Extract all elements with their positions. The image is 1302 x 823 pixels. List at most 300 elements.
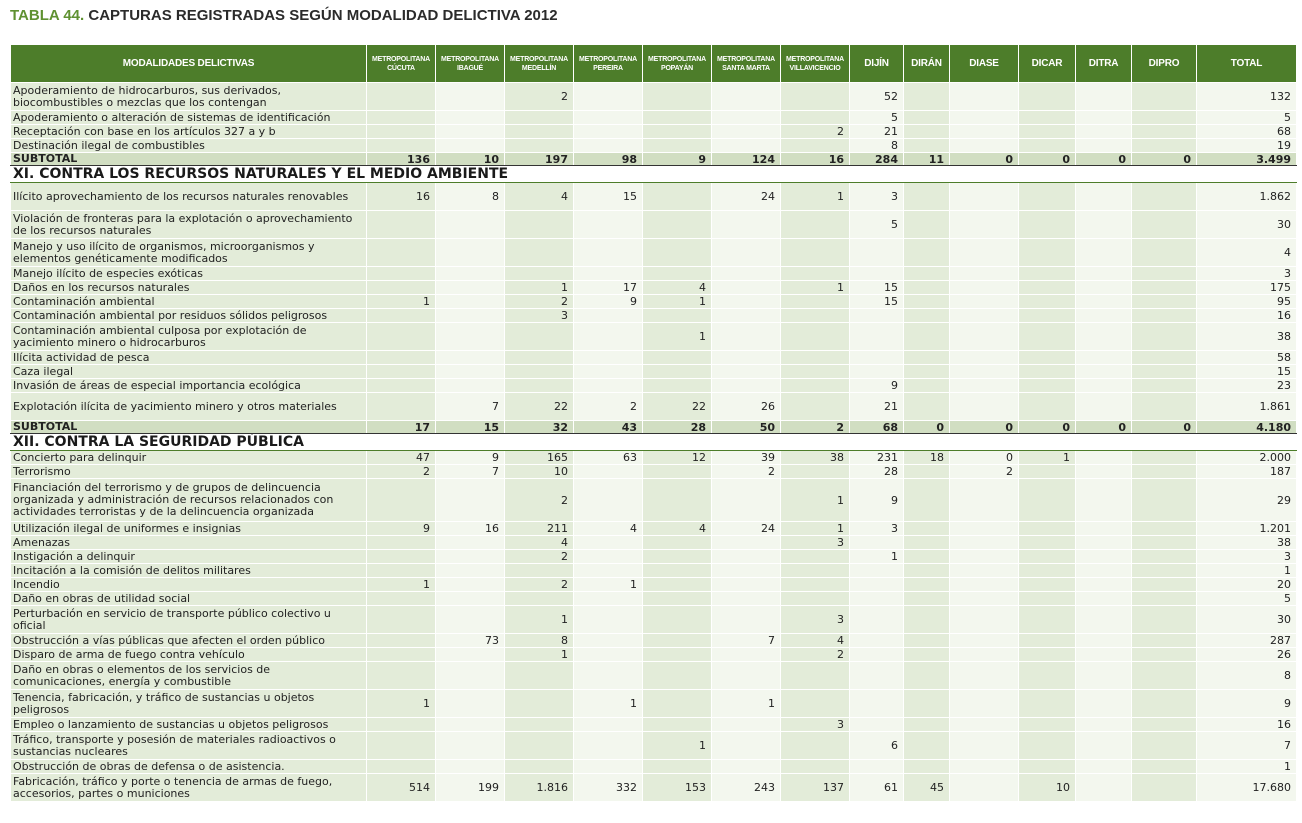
value-cell: [781, 239, 850, 267]
value-cell: [505, 365, 574, 379]
value-cell: [574, 662, 643, 690]
value-cell: [574, 648, 643, 662]
value-cell: [712, 83, 781, 111]
value-cell: [850, 564, 904, 578]
value-cell: [1076, 281, 1132, 295]
value-cell: [436, 295, 505, 309]
value-cell: [950, 83, 1019, 111]
value-cell: [781, 690, 850, 718]
value-cell: 1: [781, 479, 850, 522]
table-row: [11, 564, 1297, 578]
value-cell: [643, 83, 712, 111]
value-cell: [1132, 323, 1197, 351]
value-cell: [574, 111, 643, 125]
value-cell: 22: [643, 393, 712, 421]
table-row: [11, 578, 1297, 592]
value-cell: [367, 267, 436, 281]
value-cell: [574, 760, 643, 774]
value-cell: 1: [505, 606, 574, 634]
value-cell: [643, 760, 712, 774]
value-cell: [1132, 648, 1197, 662]
value-cell: [850, 365, 904, 379]
value-cell: [643, 648, 712, 662]
value-cell: [1132, 393, 1197, 421]
total-cell: 175: [1197, 281, 1297, 295]
value-cell: [1076, 536, 1132, 550]
modalidad-label: Daños en los recursos naturales: [11, 281, 367, 295]
modalidad-label: Invasión de áreas de especial importancia ecológica: [11, 379, 367, 393]
value-cell: [712, 592, 781, 606]
value-cell: [1019, 393, 1076, 421]
value-cell: 98: [574, 153, 643, 166]
value-cell: 12: [643, 451, 712, 465]
value-cell: [505, 592, 574, 606]
modalidad-label: Daño en obras de utilidad social: [11, 592, 367, 606]
value-cell: [367, 239, 436, 267]
value-cell: [904, 379, 950, 393]
value-cell: [712, 295, 781, 309]
value-cell: [643, 592, 712, 606]
total-cell: 187: [1197, 465, 1297, 479]
value-cell: [950, 239, 1019, 267]
value-cell: [712, 323, 781, 351]
value-cell: 6: [850, 732, 904, 760]
value-cell: 1: [574, 578, 643, 592]
value-cell: [904, 648, 950, 662]
value-cell: [367, 125, 436, 139]
value-cell: 9: [643, 153, 712, 166]
modalidad-label: Amenazas: [11, 536, 367, 550]
value-cell: [574, 83, 643, 111]
value-cell: [850, 351, 904, 365]
value-cell: [1076, 606, 1132, 634]
value-cell: [904, 323, 950, 351]
subtotal-row: [11, 421, 1297, 434]
value-cell: [505, 379, 574, 393]
value-cell: [712, 211, 781, 239]
value-cell: 43: [574, 421, 643, 434]
value-cell: [1076, 760, 1132, 774]
table-row: [11, 550, 1297, 564]
value-cell: [574, 564, 643, 578]
value-cell: [505, 564, 574, 578]
value-cell: 16: [781, 153, 850, 166]
value-cell: [1132, 183, 1197, 211]
value-cell: [1076, 309, 1132, 323]
subtotal-label: SUBTOTAL: [11, 421, 367, 434]
value-cell: 199: [436, 774, 505, 802]
value-cell: [1076, 550, 1132, 564]
value-cell: [436, 239, 505, 267]
total-cell: 3.499: [1197, 153, 1297, 166]
modalidad-label: Financiación del terrorismo y de grupos de delincuencia organizada y administración de recursos relacionados con actividades terroristas y de la delincuencia organizada: [11, 479, 367, 522]
value-cell: [643, 351, 712, 365]
value-cell: 1: [1019, 451, 1076, 465]
value-cell: 2: [781, 125, 850, 139]
table-row: [11, 648, 1297, 662]
value-cell: 63: [574, 451, 643, 465]
value-cell: [1076, 239, 1132, 267]
value-cell: 332: [574, 774, 643, 802]
value-cell: [505, 125, 574, 139]
value-cell: 1: [505, 648, 574, 662]
value-cell: 2: [505, 479, 574, 522]
value-cell: [1132, 592, 1197, 606]
value-cell: [505, 139, 574, 153]
value-cell: [1076, 323, 1132, 351]
table-row: [11, 211, 1297, 239]
column-header: METROPOLITANA VILLAVICENCIO: [781, 45, 850, 83]
value-cell: [367, 732, 436, 760]
value-cell: [1076, 365, 1132, 379]
table-row: [11, 393, 1297, 421]
value-cell: [574, 550, 643, 564]
value-cell: [850, 578, 904, 592]
value-cell: [950, 379, 1019, 393]
value-cell: [850, 239, 904, 267]
table-row: [11, 592, 1297, 606]
value-cell: 197: [505, 153, 574, 166]
value-cell: [950, 564, 1019, 578]
value-cell: [904, 211, 950, 239]
value-cell: [643, 139, 712, 153]
value-cell: [574, 465, 643, 479]
total-cell: 9: [1197, 690, 1297, 718]
value-cell: 7: [712, 634, 781, 648]
value-cell: 8: [505, 634, 574, 648]
value-cell: [1076, 564, 1132, 578]
value-cell: [1019, 536, 1076, 550]
section-header-row: [11, 434, 1297, 451]
modalidad-label: Violación de fronteras para la explotación o aprovechamiento de los recursos naturales: [11, 211, 367, 239]
value-cell: 26: [712, 393, 781, 421]
table-row: [11, 479, 1297, 522]
total-cell: 2.000: [1197, 451, 1297, 465]
value-cell: [712, 309, 781, 323]
column-header: METROPOLITANA CÚCUTA: [367, 45, 436, 83]
value-cell: [1076, 379, 1132, 393]
value-cell: [1132, 239, 1197, 267]
value-cell: 15: [574, 183, 643, 211]
value-cell: 4: [643, 522, 712, 536]
value-cell: [643, 578, 712, 592]
total-cell: 17.680: [1197, 774, 1297, 802]
value-cell: [1019, 267, 1076, 281]
value-cell: [1019, 634, 1076, 648]
value-cell: [367, 393, 436, 421]
modalidad-label: Explotación ilícita de yacimiento minero y otros materiales: [11, 393, 367, 421]
value-cell: [904, 309, 950, 323]
value-cell: 1: [643, 295, 712, 309]
column-header: METROPOLITANA MEDELLÍN: [505, 45, 574, 83]
value-cell: [904, 536, 950, 550]
value-cell: 153: [643, 774, 712, 802]
value-cell: [1076, 479, 1132, 522]
value-cell: [1019, 564, 1076, 578]
value-cell: 1: [643, 323, 712, 351]
modalidad-label: Instigación a delinquir: [11, 550, 367, 564]
value-cell: [781, 393, 850, 421]
value-cell: 52: [850, 83, 904, 111]
value-cell: 124: [712, 153, 781, 166]
value-cell: [1132, 295, 1197, 309]
value-cell: [574, 323, 643, 351]
value-cell: 211: [505, 522, 574, 536]
value-cell: [1019, 732, 1076, 760]
value-cell: [643, 690, 712, 718]
value-cell: 15: [850, 281, 904, 295]
value-cell: 15: [436, 421, 505, 434]
total-cell: 16: [1197, 309, 1297, 323]
total-cell: 287: [1197, 634, 1297, 648]
value-cell: [436, 690, 505, 718]
value-cell: [781, 662, 850, 690]
value-cell: 17: [574, 281, 643, 295]
value-cell: 2: [505, 550, 574, 564]
value-cell: [904, 183, 950, 211]
value-cell: [1019, 760, 1076, 774]
value-cell: 2: [367, 465, 436, 479]
value-cell: 61: [850, 774, 904, 802]
value-cell: 9: [850, 479, 904, 522]
total-cell: 26: [1197, 648, 1297, 662]
value-cell: [436, 111, 505, 125]
value-cell: [643, 267, 712, 281]
column-header: DICAR: [1019, 45, 1076, 83]
modalidad-label: Concierto para delinquir: [11, 451, 367, 465]
value-cell: [1019, 295, 1076, 309]
table-number: TABLA 44.: [10, 7, 85, 24]
value-cell: [950, 111, 1019, 125]
value-cell: 32: [505, 421, 574, 434]
value-cell: [850, 634, 904, 648]
modalidad-label: Obstrucción a vías públicas que afecten el orden público: [11, 634, 367, 648]
value-cell: [904, 125, 950, 139]
value-cell: 10: [1019, 774, 1076, 802]
value-cell: [1019, 83, 1076, 111]
value-cell: [1076, 125, 1132, 139]
value-cell: 7: [436, 465, 505, 479]
value-cell: [643, 606, 712, 634]
value-cell: [1132, 309, 1197, 323]
value-cell: [904, 267, 950, 281]
value-cell: 0: [1132, 421, 1197, 434]
total-cell: 3: [1197, 267, 1297, 281]
value-cell: [950, 550, 1019, 564]
value-cell: [1019, 606, 1076, 634]
value-cell: [712, 379, 781, 393]
value-cell: [904, 295, 950, 309]
modalidad-label: Ilícita actividad de pesca: [11, 351, 367, 365]
total-cell: 23: [1197, 379, 1297, 393]
value-cell: [781, 111, 850, 125]
value-cell: [505, 211, 574, 239]
value-cell: [1132, 111, 1197, 125]
modalidad-label: Apoderamiento de hidrocarburos, sus derivados, biocombustibles o mezclas que los contengan: [11, 83, 367, 111]
value-cell: [1132, 662, 1197, 690]
value-cell: 165: [505, 451, 574, 465]
value-cell: 2: [505, 83, 574, 111]
value-cell: 2: [505, 578, 574, 592]
value-cell: [367, 211, 436, 239]
value-cell: [436, 732, 505, 760]
value-cell: 15: [850, 295, 904, 309]
total-cell: 38: [1197, 323, 1297, 351]
value-cell: [643, 536, 712, 550]
value-cell: [643, 718, 712, 732]
value-cell: [950, 323, 1019, 351]
total-cell: 1.201: [1197, 522, 1297, 536]
value-cell: [643, 309, 712, 323]
value-cell: 3: [850, 183, 904, 211]
column-header: METROPOLITANA SANTA MARTA: [712, 45, 781, 83]
value-cell: [1019, 550, 1076, 564]
value-cell: [643, 465, 712, 479]
value-cell: [850, 323, 904, 351]
value-cell: [904, 578, 950, 592]
value-cell: [712, 718, 781, 732]
value-cell: 45: [904, 774, 950, 802]
value-cell: [950, 774, 1019, 802]
value-cell: [367, 139, 436, 153]
column-header: METROPOLITANA IBAGUÉ: [436, 45, 505, 83]
value-cell: 1: [850, 550, 904, 564]
modalidad-label: Utilización ilegal de uniformes e insignias: [11, 522, 367, 536]
total-cell: 16: [1197, 718, 1297, 732]
value-cell: [505, 718, 574, 732]
total-cell: 5: [1197, 111, 1297, 125]
value-cell: 3: [850, 522, 904, 536]
value-cell: [781, 550, 850, 564]
value-cell: [1076, 465, 1132, 479]
value-cell: [436, 351, 505, 365]
value-cell: [904, 83, 950, 111]
value-cell: [1132, 774, 1197, 802]
value-cell: [1076, 690, 1132, 718]
value-cell: 514: [367, 774, 436, 802]
value-cell: [436, 281, 505, 295]
value-cell: [1019, 211, 1076, 239]
value-cell: [367, 592, 436, 606]
table-row: [11, 662, 1297, 690]
table-row: [11, 718, 1297, 732]
value-cell: 1: [367, 690, 436, 718]
value-cell: [1019, 309, 1076, 323]
value-cell: [505, 351, 574, 365]
value-cell: [367, 550, 436, 564]
value-cell: [950, 365, 1019, 379]
value-cell: [505, 111, 574, 125]
value-cell: 9: [850, 379, 904, 393]
value-cell: [781, 267, 850, 281]
value-cell: [574, 239, 643, 267]
subtotal-row: [11, 153, 1297, 166]
value-cell: 0: [950, 451, 1019, 465]
value-cell: 38: [781, 451, 850, 465]
value-cell: [574, 479, 643, 522]
value-cell: [904, 760, 950, 774]
value-cell: 0: [1132, 153, 1197, 166]
value-cell: [950, 578, 1019, 592]
value-cell: 1.816: [505, 774, 574, 802]
total-cell: 20: [1197, 578, 1297, 592]
value-cell: [367, 662, 436, 690]
value-cell: [1132, 351, 1197, 365]
table-row: [11, 690, 1297, 718]
value-cell: [1019, 662, 1076, 690]
value-cell: [712, 732, 781, 760]
value-cell: 8: [850, 139, 904, 153]
value-cell: 1: [781, 522, 850, 536]
value-cell: [712, 662, 781, 690]
total-cell: 132: [1197, 83, 1297, 111]
table-row: [11, 451, 1297, 465]
table-row: [11, 634, 1297, 648]
total-cell: 95: [1197, 295, 1297, 309]
value-cell: [1019, 379, 1076, 393]
value-cell: [367, 281, 436, 295]
value-cell: 2: [712, 465, 781, 479]
value-cell: 7: [436, 393, 505, 421]
value-cell: [904, 393, 950, 421]
value-cell: [712, 550, 781, 564]
table-row: [11, 606, 1297, 634]
modalidad-label: Receptación con base en los artículos 327 a y b: [11, 125, 367, 139]
value-cell: [850, 662, 904, 690]
table-caption: CAPTURAS REGISTRADAS SEGÚN MODALIDAD DELICTIVA 2012: [88, 7, 558, 24]
value-cell: [712, 564, 781, 578]
column-header: TOTAL: [1197, 45, 1297, 83]
value-cell: 3: [505, 309, 574, 323]
table-row: [11, 732, 1297, 760]
section-title: XII. CONTRA LA SEGURIDAD PÚBLICA: [11, 434, 1297, 451]
value-cell: [781, 564, 850, 578]
modalidad-label: Contaminación ambiental por residuos sólidos peligrosos: [11, 309, 367, 323]
value-cell: [1132, 281, 1197, 295]
value-cell: [712, 139, 781, 153]
value-cell: [367, 365, 436, 379]
value-cell: [1132, 267, 1197, 281]
modalidad-label: Incitación a la comisión de delitos militares: [11, 564, 367, 578]
value-cell: [712, 365, 781, 379]
value-cell: [1019, 239, 1076, 267]
modalidad-label: Perturbación en servicio de transporte público colectivo u oficial: [11, 606, 367, 634]
table-row: [11, 111, 1297, 125]
value-cell: [1019, 479, 1076, 522]
value-cell: [1019, 183, 1076, 211]
value-cell: 5: [850, 111, 904, 125]
value-cell: [643, 662, 712, 690]
value-cell: [712, 111, 781, 125]
value-cell: [781, 379, 850, 393]
value-cell: 9: [367, 522, 436, 536]
table-row: [11, 522, 1297, 536]
value-cell: 1: [505, 281, 574, 295]
value-cell: [1019, 365, 1076, 379]
value-cell: [1132, 690, 1197, 718]
value-cell: [904, 550, 950, 564]
value-cell: [781, 365, 850, 379]
value-cell: [436, 648, 505, 662]
value-cell: [781, 732, 850, 760]
value-cell: [367, 760, 436, 774]
value-cell: [367, 564, 436, 578]
value-cell: [950, 536, 1019, 550]
value-cell: [1076, 351, 1132, 365]
value-cell: [1019, 718, 1076, 732]
value-cell: 0: [950, 153, 1019, 166]
value-cell: [436, 606, 505, 634]
